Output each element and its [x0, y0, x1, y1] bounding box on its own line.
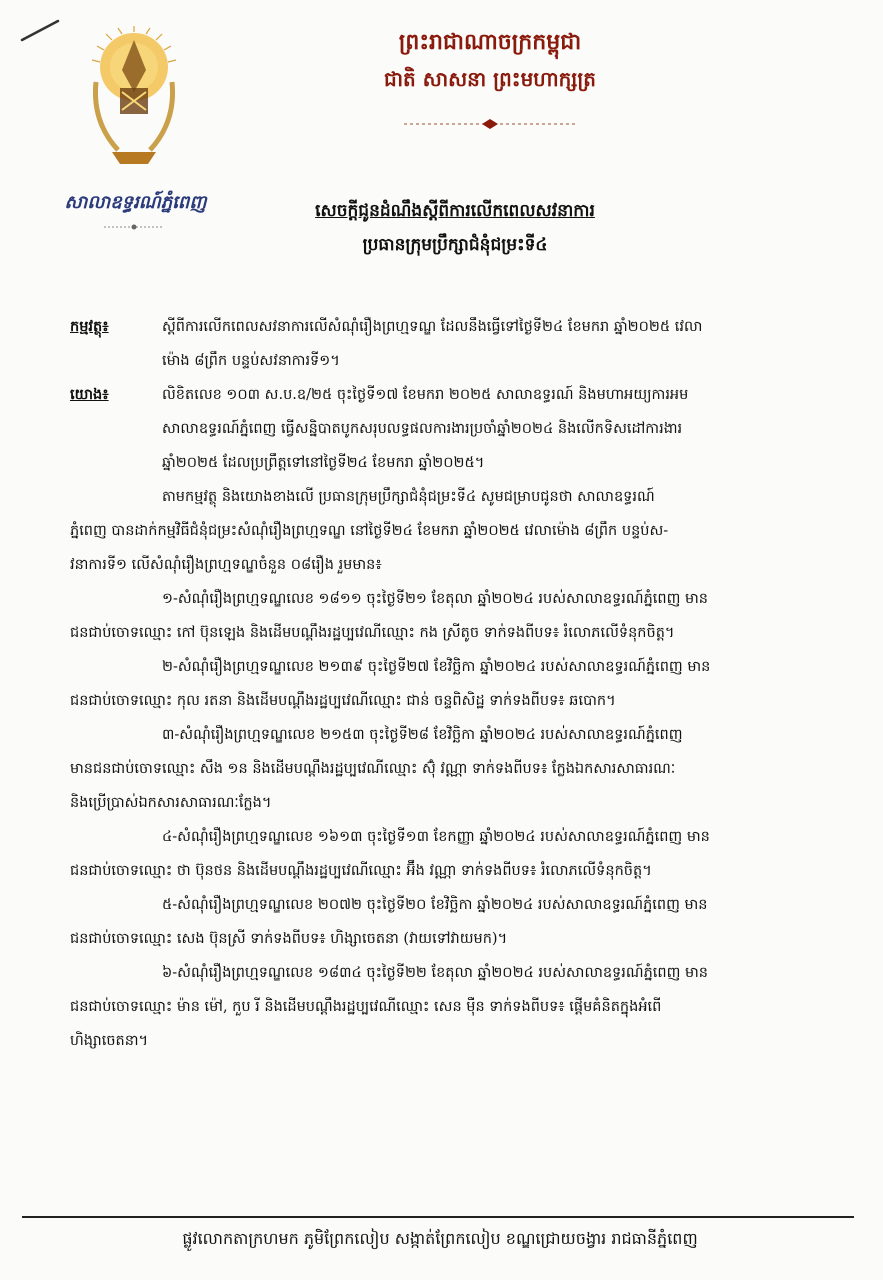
reference-text-2: សាលាឧទ្ធរណ៍ភ្នំពេញ ធ្វើសន្និបាតបូកសរុបលទ្ធផលការងារប្រចាំឆ្នាំ២០២៤ និងលើកទិសដៅការងារ — [162, 421, 683, 437]
reference-text-3: ឆ្នាំ២០២៥ ដែលប្រព្រឹត្តទៅនៅថ្ងៃទី២៤ ខែមករា ឆ្នាំ២០២៥។ — [162, 455, 485, 471]
case-item — [70, 956, 840, 1058]
case-item — [70, 820, 840, 888]
subject-text-2: ម៉ោង ៨ព្រឹក បន្ទប់សវនាការទី១។ — [162, 353, 340, 369]
title-line-1: សេចក្តីជូនដំណឹងស្តីពីការលើកពេលសវនាការ — [315, 201, 595, 221]
case-line: ២-សំណុំរឿងព្រហ្មទណ្ឌលេខ ២១៣៩ ចុះថ្ងៃទី២៧ ខែវិច្ឆិកា ឆ្នាំ២០២៤ របស់សាលាឧទ្ធរណ៍ភ្នំពេញ មាន — [162, 659, 711, 675]
kingdom-name: ព្រះរាជាណាចក្រកម្ពុជា — [398, 29, 582, 55]
intro-paragraph — [70, 480, 840, 582]
pen-mark — [20, 18, 60, 42]
case-item — [70, 718, 840, 820]
case-line: ១-សំណុំរឿងព្រហ្មទណ្ឌលេខ ១៨១១ ចុះថ្ងៃទី២១ ខែតុលា ឆ្នាំ២០២៤ របស់សាលាឧទ្ធរណ៍ភ្នំពេញ មាន — [162, 591, 709, 607]
reference-label: យោង៖ — [70, 386, 109, 403]
case-line: ៥-សំណុំរឿងព្រហ្មទណ្ឌលេខ ២០៧២ ចុះថ្ងៃទី២០ ខែវិច្ឆិកា ឆ្នាំ២០២៤ របស់សាលាឧទ្ធរណ៍ភ្នំពេញ មាន — [162, 897, 708, 913]
document-body — [70, 310, 840, 1058]
reference-row — [70, 378, 840, 480]
court-name: សាលាឧទ្ធរណ៍ភ្នំពេញ — [64, 192, 207, 213]
case-line: ៤-សំណុំរឿងព្រហ្មទណ្ឌលេខ ១៦១៣ ចុះថ្ងៃទី១៣ ខែកញ្ញា ឆ្នាំ២០២៤ របស់សាលាឧទ្ធរណ៍ភ្នំពេញ មាន — [162, 829, 710, 845]
case-line: ហិង្សាចេតនា។ — [70, 1033, 149, 1049]
kingdom-header — [300, 22, 680, 96]
footer-divider — [22, 1216, 854, 1218]
intro-line-1: តាមកម្មវត្ថុ និងយោងខាងលើ ប្រធានក្រុមប្រឹក្សាជំនុំជម្រះទី៤ សូមជម្រាបជូនថា សាលាឧទ្ធរណ៍ — [162, 489, 655, 505]
case-item — [70, 888, 840, 956]
case-line: ជនជាប់ចោទឈ្មោះ សេង ប៊ុនស្រី ទាក់ទងពីបទ៖ ហិង្សាចេតនា (វាយទៅវាយមក)។ — [70, 931, 508, 947]
reference-text-1: លិខិតលេខ ១០៣ ស.ប.ឧ/២៥ ចុះថ្ងៃទី១៧ ខែមករា ២០២៥ សាលាឧទ្ធរណ៍ និងមហាអយ្យការអម — [162, 387, 689, 403]
footer-address: ផ្លូវលោកតាក្រហមក ភូមិព្រែកលៀប សង្កាត់ព្រែកលៀប ខណ្ឌជ្រោយចង្វារ រាជធានីភ្នំពេញ — [182, 1229, 698, 1248]
case-line: មានជនជាប់ចោទឈ្មោះ សឹង ១ន និងដើមបណ្តឹងរដ្ឋប្បវេណីឈ្មោះ ស៊ុំ វណ្ណា ទាក់ទងពីបទ៖ ក្លែងឯកសារសាធារណៈ — [70, 761, 676, 777]
case-item — [70, 582, 840, 650]
national-motto: ជាតិ សាសនា ព្រះមហាក្សត្រ — [384, 67, 596, 91]
case-item — [70, 650, 840, 718]
document-title — [250, 194, 660, 262]
subject-text-1: ស្តីពីការលើកពេលសវនាការលើសំណុំរឿងព្រហ្មទណ្ឌ ដែលនឹងធ្វើទៅថ្ងៃទី២៤ ខែមករា ឆ្នាំ២០២៥ វេលា — [162, 319, 703, 335]
subject-row — [70, 310, 840, 378]
ornament-divider-icon — [102, 222, 166, 232]
case-line: ៣-សំណុំរឿងព្រហ្មទណ្ឌលេខ ២១៥៣ ចុះថ្ងៃទី២៨ ខែវិច្ឆិកា ឆ្នាំ២០២៤ របស់សាលាឧទ្ធរណ៍ភ្នំពេញ — [162, 727, 683, 743]
case-line: ជនជាប់ចោទឈ្មោះ កុល រតនា និងដើមបណ្តឹងរដ្ឋប្បវេណីឈ្មោះ ជាន់ ចន្ទពិសិដ្ឋ ទាក់ទងពីបទ៖ ឆបោក។ — [70, 693, 616, 709]
case-line: និងប្រើប្រាស់ឯកសារសាធារណៈក្លែង។ — [70, 795, 272, 811]
case-line: ៦-សំណុំរឿងព្រហ្មទណ្ឌលេខ ១៨៣៤ ចុះថ្ងៃទី២២ ខែតុលា ឆ្នាំ២០២៤ របស់សាលាឧទ្ធរណ៍ភ្នំពេញ មាន — [162, 965, 709, 981]
intro-line-3: វនាការទី១ លើសំណុំរឿងព្រហ្មទណ្ឌចំនួន ០៨រឿង រួមមាន៖ — [70, 557, 382, 573]
case-line: ជនជាប់ចោទឈ្មោះ ម៉ាន ម៉ៅ, កួប រី និងដើមបណ្តឹងរដ្ឋប្បវេណីឈ្មោះ សេន ម៉ឺន ទាក់ទងពីបទ៖ ផ្តើមគំនិតក្នុងអំពើ — [70, 999, 662, 1015]
ornament-divider-icon — [400, 118, 580, 130]
case-line: ជនជាប់ចោទឈ្មោះ ថា ប៊ុនថន និងដើមបណ្តឹងរដ្ឋប្បវេណីឈ្មោះ អ៊ឹង វណ្ណា ទាក់ទងពីបទ៖ រំលោភលើទំនុកចិត្ត។ — [70, 863, 652, 879]
title-line-2: ប្រធានក្រុមប្រឹក្សាជំនុំជម្រះទី៤ — [362, 235, 548, 255]
court-emblem-icon — [82, 22, 186, 172]
intro-line-2: ភ្នំពេញ បានដាក់កម្មវិធីជំនុំជម្រះសំណុំរឿងព្រហ្មទណ្ឌ នៅថ្ងៃទី២៤ ខែមករា ឆ្នាំ២០២៥ វេលាម៉ោង ៨ព្រឹក បន្ទប់ស- — [70, 523, 669, 539]
subject-label: កម្មវត្ថុ៖ — [70, 318, 109, 335]
case-line: ជនជាប់ចោទឈ្មោះ កៅ ប៊ុនឡេង និងដើមបណ្តឹងរដ្ឋប្បវេណីឈ្មោះ កង ស្រីតូច ទាក់ទងពីបទ៖ រំលោភលើទំនុកចិត្ត។ — [70, 625, 675, 641]
